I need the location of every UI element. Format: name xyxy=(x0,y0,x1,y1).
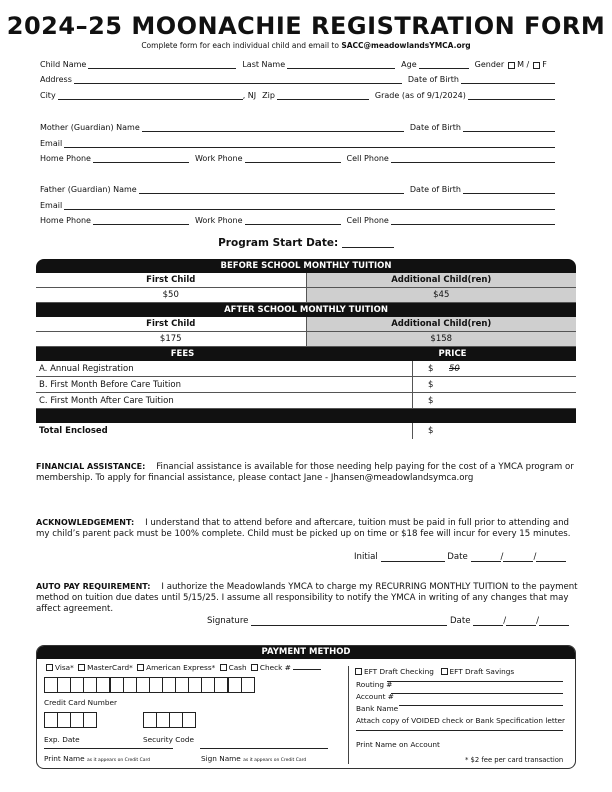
eft-checking-checkbox[interactable] xyxy=(355,668,362,675)
address-row xyxy=(40,72,555,84)
mother-home-phone-field[interactable] xyxy=(93,154,189,163)
gender-female-label: F xyxy=(542,60,547,69)
security-code-label: Security Code xyxy=(143,735,194,744)
check-number-field[interactable] xyxy=(293,669,321,670)
father-email-label: Email xyxy=(40,201,63,210)
bank-name-field[interactable] xyxy=(399,705,563,706)
fee-row-registration xyxy=(36,361,576,377)
fee-label: A. Annual Registration xyxy=(39,364,134,374)
struck-price: 50 xyxy=(449,364,460,374)
fee-row-after-care xyxy=(36,393,576,409)
fee-price-field[interactable] xyxy=(412,377,576,392)
zip-field[interactable] xyxy=(277,91,369,100)
bank-name-label: Bank Name xyxy=(356,704,399,713)
father-dob-field[interactable] xyxy=(463,185,555,194)
card-type-options xyxy=(44,663,321,672)
signature-field[interactable] xyxy=(251,617,447,626)
total-price-field[interactable] xyxy=(412,423,576,439)
mastercard-label: MasterCard* xyxy=(87,663,133,672)
before-school-head-row xyxy=(36,273,576,288)
fees-header xyxy=(36,347,576,361)
child-name-label: Child Name xyxy=(40,60,87,69)
father-email-row xyxy=(40,198,555,210)
mother-phone-row xyxy=(40,151,555,163)
contact-email: SACC@meadowlandsYMCA.org xyxy=(341,41,471,50)
fee-row-before-care xyxy=(36,377,576,393)
after-first-child-price: $175 xyxy=(159,334,182,344)
signature-date-line: Signature Date / / xyxy=(207,614,569,626)
mother-dob-field[interactable] xyxy=(463,123,555,132)
after-school-header: AFTER SCHOOL MONTHLY TUITION xyxy=(36,303,576,317)
financial-heading: FINANCIAL ASSISTANCE: xyxy=(36,462,146,471)
program-start-field[interactable] xyxy=(342,238,394,248)
address-field[interactable] xyxy=(74,75,402,84)
autopay-date-label: Date xyxy=(449,616,471,626)
financial-text: Financial assistance is available for those needing help paying for the cost of a YMCA program or membership. To apply for financial assistance, please contact Jane - Jhansen@meadowlandsymca.org xyxy=(36,462,574,483)
credit-card-number-label: Credit Card Number xyxy=(44,698,117,707)
check-checkbox[interactable] xyxy=(251,664,258,671)
fee-label: C. First Month After Care Tuition xyxy=(39,396,174,406)
last-name-label: Last Name xyxy=(242,60,286,69)
mother-cell-phone-field[interactable] xyxy=(391,154,555,163)
initial-date-line: Initial Date / / xyxy=(354,550,566,562)
fee-price-field[interactable] xyxy=(412,361,576,376)
father-email-field[interactable] xyxy=(64,201,555,210)
initial-field[interactable] xyxy=(381,553,445,562)
instructions-text: Complete form for each individual child and email to xyxy=(141,41,342,50)
exp-date-boxes[interactable] xyxy=(44,712,96,728)
gender-male-checkbox[interactable] xyxy=(508,62,515,69)
father-home-phone-field[interactable] xyxy=(93,216,189,225)
ack-date-year-field[interactable] xyxy=(536,553,566,562)
age-label: Age xyxy=(401,60,417,69)
autopay-text: I authorize the Meadowlands YMCA to charge my RECURRING MONTHLY TUITION to the payment method on tuition due dates until 5/15/25. I assume all responsibility to notify the YMCA in writing of any changes that may affect agreement. xyxy=(36,582,578,614)
amex-label: American Express* xyxy=(146,663,216,672)
acknowledgement-heading: ACKNOWLEDGEMENT: xyxy=(36,518,135,527)
mother-dob-label: Date of Birth xyxy=(409,123,461,132)
cash-label: Cash xyxy=(228,663,247,672)
mother-name-field[interactable] xyxy=(142,123,404,132)
before-first-child-price: $50 xyxy=(162,290,179,300)
dollar-sign: $ xyxy=(428,396,434,406)
fees-divider-bar xyxy=(36,409,576,423)
city-field[interactable] xyxy=(58,91,243,100)
grade-field[interactable] xyxy=(468,91,555,100)
gender-male-label: M / xyxy=(517,60,530,69)
after-additional-header: Additional Child(ren) xyxy=(306,317,577,331)
sign-name-note: as it appears on Credit Card xyxy=(243,758,307,763)
auto-pay-requirement xyxy=(36,581,581,615)
account-label: Account # xyxy=(356,692,394,701)
age-field[interactable] xyxy=(419,60,469,69)
sign-name-caption xyxy=(201,754,306,763)
father-name-row xyxy=(40,182,555,194)
program-start-label: Program Start Date: xyxy=(218,237,339,249)
signature-label: Signature xyxy=(207,616,249,626)
ack-date-month-field[interactable] xyxy=(471,553,501,562)
address-label: Address xyxy=(40,75,72,84)
payment-divider xyxy=(348,666,349,764)
voided-check-note: Attach copy of VOIDED check or Bank Specification letter xyxy=(356,716,566,725)
print-name-label: Print Name xyxy=(44,754,85,763)
fee-price-field[interactable] xyxy=(412,393,576,408)
father-home-phone-label: Home Phone xyxy=(40,216,91,225)
mother-home-phone-label: Home Phone xyxy=(40,154,91,163)
dollar-sign: $ xyxy=(428,380,434,390)
credit-card-number-boxes[interactable] xyxy=(44,677,254,693)
city-row xyxy=(40,88,555,100)
father-dob-label: Date of Birth xyxy=(409,185,461,194)
child-dob-field[interactable] xyxy=(461,75,555,84)
child-dob-label: Date of Birth xyxy=(407,75,459,84)
print-name-field[interactable] xyxy=(44,748,173,749)
father-work-phone-label: Work Phone xyxy=(194,216,243,225)
dollar-sign: $ xyxy=(428,426,434,436)
payment-method-header: PAYMENT METHOD xyxy=(37,646,575,659)
sign-name-label: Sign Name xyxy=(201,754,241,763)
before-first-child-header: First Child xyxy=(146,275,196,285)
before-school-header: BEFORE SCHOOL MONTHLY TUITION xyxy=(36,259,576,273)
ack-date-day-field[interactable] xyxy=(503,553,533,562)
print-name-note: as it appears on Credit Card xyxy=(86,758,151,763)
grade-label: Grade (as of 9/1/2024) xyxy=(374,91,466,100)
eft-savings-checkbox[interactable] xyxy=(441,668,448,675)
fees-column-header: FEES xyxy=(170,349,195,359)
financial-assistance xyxy=(36,461,581,484)
acknowledgement xyxy=(36,517,581,540)
total-row xyxy=(36,423,576,439)
routing-label: Routing # xyxy=(356,680,393,689)
print-name-on-account-label: Print Name on Account xyxy=(356,740,440,749)
routing-field[interactable] xyxy=(387,681,563,682)
acknowledgement-text: I understand that to attend before and aftercare, tuition must be paid in full prior to attending and my child’s parent pack must be 100% complete. Child must be picked up on time or $18 fee will incur for every 15 minutes. xyxy=(36,518,571,539)
sign-name-field[interactable] xyxy=(200,748,328,749)
dollar-sign: $ xyxy=(428,364,434,374)
father-cell-phone-label: Cell Phone xyxy=(346,216,389,225)
mastercard-checkbox[interactable] xyxy=(78,664,85,671)
ack-date-label: Date xyxy=(447,552,468,562)
child-name-row xyxy=(40,57,555,69)
father-name-label: Father (Guardian) Name xyxy=(40,185,137,194)
check-label: Check # xyxy=(259,663,291,672)
total-label: Total Enclosed xyxy=(39,426,108,436)
exp-date-label: Exp. Date xyxy=(44,735,80,744)
tuition-table xyxy=(36,259,576,439)
father-work-phone-field[interactable] xyxy=(245,216,341,225)
eft-checking-label: EFT Draft Checking xyxy=(364,667,434,676)
gender-female-checkbox[interactable] xyxy=(533,62,540,69)
mother-name-row xyxy=(40,120,555,132)
father-phone-row xyxy=(40,213,555,225)
form-instructions xyxy=(0,41,612,50)
eft-options xyxy=(353,667,514,676)
eft-savings-label: EFT Draft Savings xyxy=(449,667,515,676)
city-label: City xyxy=(40,91,56,100)
mother-email-row xyxy=(40,136,555,148)
child-name-field[interactable] xyxy=(88,60,236,69)
after-additional-price: $158 xyxy=(306,332,577,346)
mother-work-phone-label: Work Phone xyxy=(194,154,243,163)
security-code-boxes[interactable] xyxy=(143,712,195,728)
before-additional-price: $45 xyxy=(306,288,577,302)
payment-method-box xyxy=(36,645,576,769)
visa-checkbox[interactable] xyxy=(46,664,53,671)
cash-checkbox[interactable] xyxy=(220,664,227,671)
visa-label: Visa* xyxy=(55,663,74,672)
before-additional-header: Additional Child(ren) xyxy=(306,273,577,287)
after-school-value-row xyxy=(36,332,576,347)
program-start-date xyxy=(0,237,612,249)
mother-work-phone-field[interactable] xyxy=(245,154,341,163)
mother-email-label: Email xyxy=(40,139,63,148)
last-name-field[interactable] xyxy=(287,60,395,69)
autopay-heading: AUTO PAY REQUIREMENT: xyxy=(36,582,151,591)
autopay-date-month-field[interactable] xyxy=(473,617,503,626)
after-first-child-header: First Child xyxy=(146,319,196,329)
account-field[interactable] xyxy=(391,693,563,694)
amex-checkbox[interactable] xyxy=(137,664,144,671)
mother-cell-phone-label: Cell Phone xyxy=(346,154,389,163)
father-name-field[interactable] xyxy=(139,185,404,194)
autopay-date-year-field[interactable] xyxy=(539,617,569,626)
after-school-head-row xyxy=(36,317,576,332)
initial-label: Initial xyxy=(354,552,378,562)
page-title: 2024–25 MOONACHIE REGISTRATION FORM xyxy=(6,12,606,40)
account-name-field[interactable] xyxy=(356,730,563,731)
autopay-date-day-field[interactable] xyxy=(506,617,536,626)
mother-email-field[interactable] xyxy=(64,139,555,148)
card-fee-note: * $2 fee per card transaction xyxy=(465,756,564,764)
father-cell-phone-field[interactable] xyxy=(391,216,555,225)
zip-label: Zip xyxy=(262,91,275,100)
gender-label: Gender xyxy=(474,60,505,69)
price-column-header: PRICE xyxy=(438,349,467,359)
before-school-value-row xyxy=(36,288,576,303)
print-name-caption xyxy=(44,754,150,763)
fee-label: B. First Month Before Care Tuition xyxy=(39,380,181,390)
mother-name-label: Mother (Guardian) Name xyxy=(40,123,140,132)
state-label: , NJ xyxy=(242,91,257,100)
